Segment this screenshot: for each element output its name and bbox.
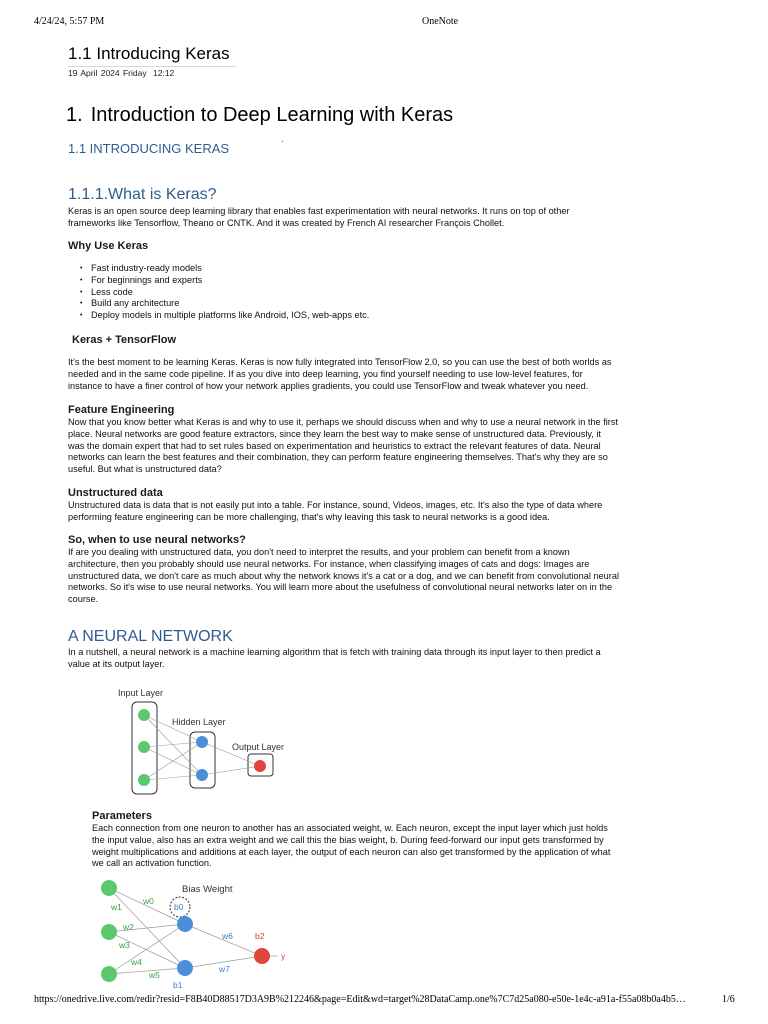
page-time: 12:12 — [153, 68, 175, 78]
keras-tensorflow-paragraph — [68, 357, 718, 392]
text-line: the input value, also has an extra weight and we call this the bias weight, b. During feed-forward our input gets transformed by — [92, 834, 604, 845]
what-is-keras-paragraph — [68, 206, 718, 230]
w3-label: w3 — [119, 940, 130, 950]
text-line: Each connection from one neuron to another has an associated weight, w. Each neuron, except the input layer which just holds — [92, 823, 608, 833]
text-line: instance to have a finer control of how your network applies gradients, you could use TensorFlow and tweak whatever you need. — [68, 380, 589, 391]
when-to-use-heading: So, when to use neural networks? — [68, 534, 246, 546]
text-line: course. — [68, 594, 99, 605]
list-item: • Build any architecture — [80, 298, 369, 310]
unstructured-data-heading: Unstructured data — [68, 487, 163, 499]
input-node — [101, 880, 117, 896]
input-layer-label: Input Layer — [118, 688, 164, 698]
w1-label: w1 — [111, 902, 122, 912]
print-app-name: OneNote — [422, 16, 459, 27]
print-url: https://onedrive.live.com/redir?resid=F8B40D88517D3A9B%212246&page=Edit&wd=target%28DataCamp.one%7C7d25a080-e50e-1e4c-a91a-f55a08b0a4b5… — [34, 994, 686, 1005]
why-use-keras-list — [80, 263, 369, 322]
text-line: frameworks like Tensorflow, Theano or CNTK. And it was created by French AI researcher François Chollet. — [68, 217, 505, 228]
text-line: Now that you know better what Keras is and why to use it, perhaps we should discuss when and why to use a neural network in the first — [68, 417, 619, 427]
parameters-paragraph — [92, 823, 712, 870]
hidden-node — [177, 916, 193, 932]
hidden-node — [196, 736, 208, 748]
w4-label: w4 — [131, 957, 142, 967]
b0-label: b0 — [174, 902, 184, 912]
page-date: 19 April 2024 Friday — [68, 68, 147, 78]
b1-label: b1 — [173, 980, 183, 988]
w7-label: w7 — [219, 964, 230, 974]
w0-label: w0 — [143, 896, 154, 906]
list-item: • For beginnings and experts — [80, 275, 369, 287]
text-line: If are you dealing with unstructured data, you don't need to interpret the results, and your problem can benefit from a known — [68, 547, 570, 557]
section-subheading: 1.1 INTRODUCING KERAS — [68, 141, 230, 156]
main-heading-number: 1. — [66, 104, 83, 126]
w2-label: w2 — [123, 922, 134, 932]
text-line: value at its output layer. — [68, 658, 165, 669]
output-layer-label: Output Layer — [232, 742, 285, 752]
text-line: useful. But what is unstructured data? — [68, 464, 222, 475]
text-line: performing feature engineering can be more challenging, that's why leaving this task to neural networks is a good idea. — [68, 511, 550, 522]
hidden-node — [196, 769, 208, 781]
text-line: networks. So it's wise to use neural networks. You will learn more about the usefulness of convolutional neural networks later on in the — [68, 582, 613, 593]
feature-engineering-paragraph — [68, 417, 718, 476]
text-line: weight multiplications and additions at each layer, the output of each neuron can also get transformed by the application of what — [92, 846, 611, 857]
input-node — [138, 709, 150, 721]
when-to-use-paragraph — [68, 547, 718, 606]
text-line: Unstructured data is data that is not easily put into a table. For instance, sound, Videos, images, etc. It's also the type of data where — [68, 500, 603, 510]
text-line: networks can learn the best features and their combination, they can perform feature engineering themselves. That's why they are so — [68, 452, 608, 463]
neural-network-heading: A NEURAL NETWORK — [68, 628, 233, 645]
hidden-node — [177, 960, 193, 976]
list-item: • Less code — [80, 287, 369, 299]
neural-network-layers-diagram — [92, 680, 302, 798]
why-use-keras-heading: Why Use Keras — [68, 240, 149, 252]
what-is-keras-heading: 1.1.1.What is Keras? — [68, 186, 217, 203]
input-node — [101, 966, 117, 982]
print-datetime: 4/24/24, 5:57 PM — [34, 16, 105, 27]
text-line: we call an activation function. — [92, 858, 212, 869]
input-node — [138, 741, 150, 753]
stray-dot: . — [281, 134, 284, 145]
parameters-heading: Parameters — [92, 810, 152, 822]
text-line: was the domain expert that had to set rules based on experimentation and heuristics to extract the relevant features of data. Neural — [68, 440, 601, 451]
unstructured-data-paragraph — [68, 500, 718, 524]
text-line: It's the best moment to be learning Keras. Keras is now fully integrated into TensorFlow 2.0, so you can use the best of both worlds as — [68, 357, 612, 367]
w5-label: w5 — [149, 970, 160, 980]
input-node — [101, 924, 117, 940]
input-node — [138, 774, 150, 786]
text-line: unstructured data, we don't care as much about why the network knows it's a cat or a dog, and we can benefit from convolutional neural — [68, 570, 619, 581]
main-heading-text: Introduction to Deep Learning with Keras — [90, 104, 454, 126]
output-node — [254, 760, 266, 772]
text-line: Keras is an open source deep learning library that enables fast experimentation with neural networks. It runs on top of other — [68, 206, 570, 216]
neural-network-paragraph — [68, 647, 718, 671]
weights-bias-diagram — [92, 874, 302, 988]
b2-label: b2 — [255, 931, 265, 941]
text-line: needed and in the same code pipeline. If as you dive into deep learning, you find yourself needing to use low-level features, for — [68, 368, 583, 379]
main-heading — [66, 104, 453, 127]
text-line: In a nutshell, a neural network is a machine learning algorithm that is fetch with training data through its input layer to then predict a — [68, 647, 601, 657]
keras-tensorflow-heading: Keras + TensorFlow — [72, 334, 177, 346]
text-line: architecture, then you probably should use neural networks. For instance, when classifying images of cats and dogs: Images are — [68, 558, 590, 569]
text-line: place. Neural networks are good feature extractors, since they learn the best way to make sense of unstructured data. Previously, it — [68, 428, 601, 439]
list-item: • Deploy models in multiple platforms like Android, IOS, web-apps etc. — [80, 310, 369, 322]
feature-engineering-heading: Feature Engineering — [68, 404, 175, 416]
hidden-layer-label: Hidden Layer — [172, 717, 226, 727]
bias-weight-label: Bias Weight — [182, 884, 233, 895]
print-page-number: 1/6 — [722, 994, 735, 1005]
page-title: 1.1 Introducing Keras — [68, 44, 236, 67]
output-node — [254, 948, 270, 964]
list-item: • Fast industry-ready models — [80, 263, 369, 275]
y-label: y — [281, 951, 286, 961]
w6-label: w6 — [222, 931, 233, 941]
